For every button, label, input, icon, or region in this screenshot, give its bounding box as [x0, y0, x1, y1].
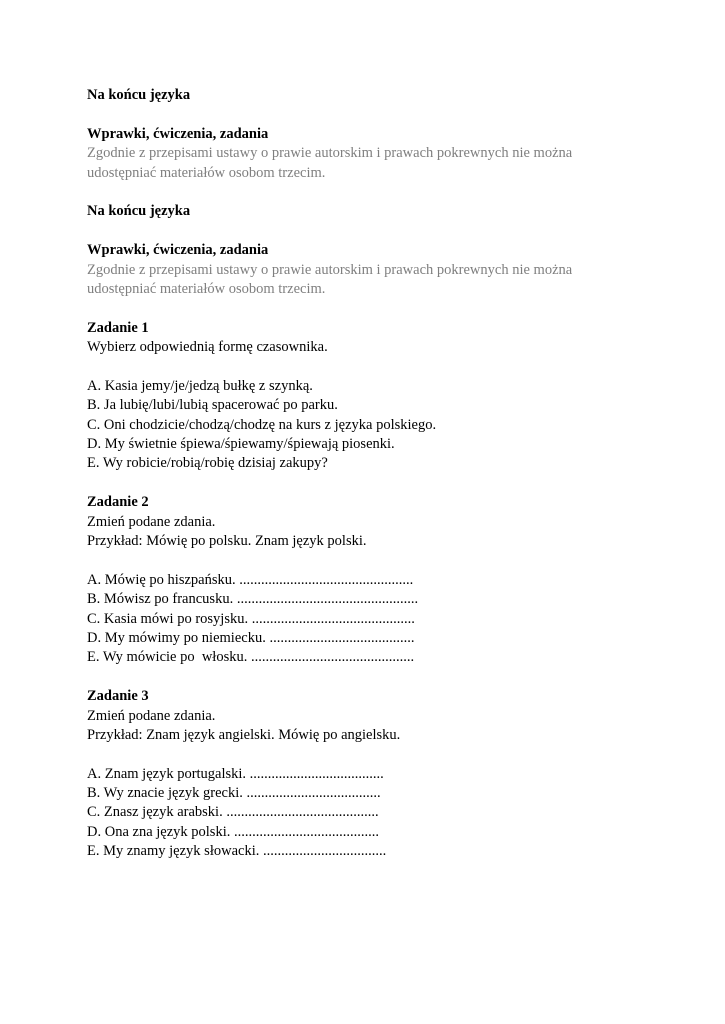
task-item: B. Ja lubię/lubi/lubią spacerować po parku. [87, 397, 338, 414]
task-example: Przykład: Znam język angielski. Mówię po angielsku. [87, 726, 401, 743]
spacer [87, 183, 687, 202]
copyright-notice-line: Zgodnie z przepisami ustawy o prawie autorskim i prawach pokrewnych nie można [87, 145, 573, 162]
task-section [87, 319, 687, 474]
document-subtitle: Wprawki, ćwiczenia, zadania [87, 125, 269, 142]
task-item: C. Kasia mówi po rosyjsku. ............................................. [87, 610, 415, 627]
task-heading: Zadanie 1 [87, 319, 149, 336]
task-instruction: Zmień podane zdania. [87, 707, 216, 724]
task-item: C. Oni chodzicie/chodzą/chodzę na kurs z języka polskiego. [87, 416, 437, 433]
document-page [87, 86, 687, 862]
spacer [87, 745, 687, 764]
task-item: B. Wy znacie język grecki. ..................................... [87, 785, 381, 802]
task-item: D. My świetnie śpiewa/śpiewamy/śpiewają piosenki. [87, 436, 395, 453]
task-section [87, 493, 687, 668]
copyright-notice-line: Zgodnie z przepisami ustawy o prawie autorskim i prawach pokrewnych nie można [87, 261, 573, 278]
task-item: A. Mówię po hiszpańsku. ................................................ [87, 571, 414, 588]
spacer [87, 299, 687, 318]
task-example: Przykład: Mówię po polsku. Znam język polski. [87, 532, 367, 549]
task-instruction: Zmień podane zdania. [87, 513, 216, 530]
task-item: A. Znam język portugalski. ..................................... [87, 765, 384, 782]
document-title: Na końcu języka [87, 87, 191, 103]
task-heading: Zadanie 3 [87, 688, 149, 705]
spacer [87, 474, 687, 493]
spacer [87, 551, 687, 570]
task-section [87, 687, 687, 862]
task-item: E. Wy mówicie po włosku. ............................................. [87, 649, 415, 666]
task-item: A. Kasia jemy/je/jedzą bułkę z szynką. [87, 377, 313, 394]
task-item: E. Wy robicie/robią/robię dzisiaj zakupy? [87, 455, 328, 472]
document-title: Na końcu języka [87, 203, 191, 220]
task-item: D. Ona zna język polski. ........................................ [87, 823, 379, 840]
spacer [87, 668, 687, 687]
spacer [87, 357, 687, 376]
task-heading: Zadanie 2 [87, 494, 149, 511]
copyright-notice-line: udostępniać materiałów osobom trzecim. [87, 280, 326, 297]
document-subtitle: Wprawki, ćwiczenia, zadania [87, 242, 269, 259]
task-item: E. My znamy język słowacki. .................................. [87, 843, 387, 860]
copyright-notice-line: udostępniać materiałów osobom trzecim. [87, 164, 326, 181]
task-instruction: Wybierz odpowiednią formę czasownika. [87, 339, 328, 356]
spacer [87, 105, 687, 124]
task-item: B. Mówisz po francusku. .................................................. [87, 591, 419, 608]
spacer [87, 222, 687, 241]
task-item: C. Znasz język arabski. .......................................... [87, 804, 379, 821]
task-item: D. My mówimy po niemiecku. ........................................ [87, 629, 415, 646]
